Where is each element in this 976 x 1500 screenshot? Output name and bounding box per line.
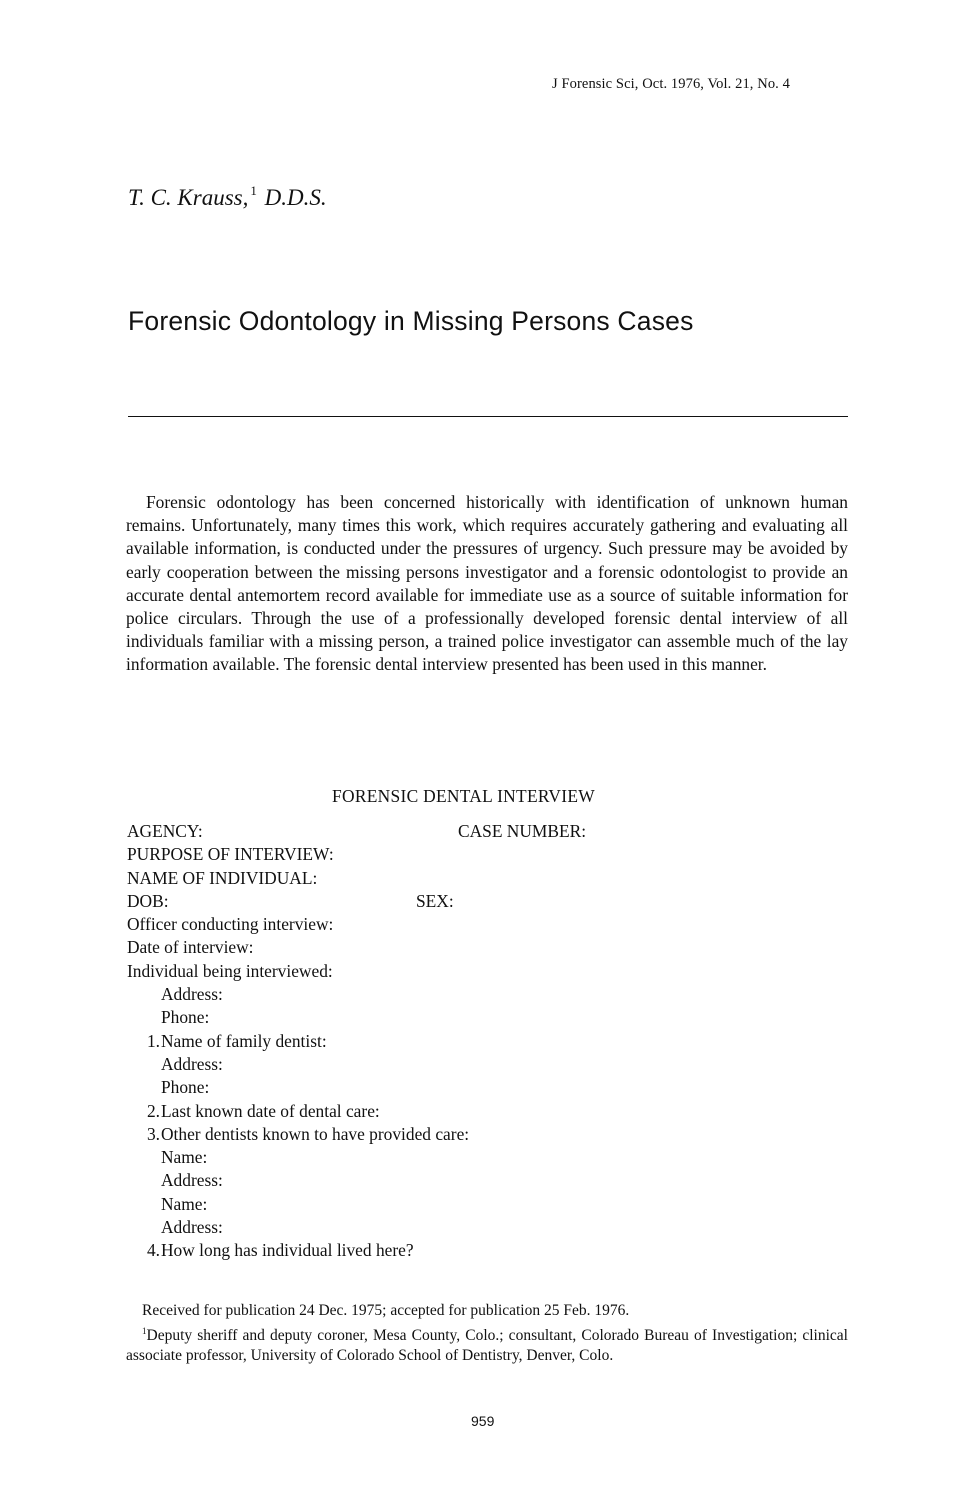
- author-degree: D.D.S.: [264, 185, 327, 210]
- form-row-other-dentist-address-2: [127, 1216, 847, 1239]
- interviewee-label: Individual being interviewed:: [127, 960, 333, 981]
- abstract-paragraph: Forensic odontology has been concerned historically with identification of unknown human remains. Unfortunately, many times this work, which requires accurately gathering and evaluating all available information, is conducted under the pressures of urgency. Such pressure may be avoided by early cooperation between the missing persons investigator and a forensic odontologist to provide an accurate dental antemortem record available for immediate use as a source of suitable information for police circulars. Through the use of a professionally developed forensic dental interview of all individuals familiar with a missing person, a trained police investigator can assemble much of the lay information available. The forensic dental interview presented has been used in this manner.: [126, 492, 848, 675]
- author-name: T. C. Krauss,: [128, 185, 249, 210]
- form-question-3: [127, 1123, 847, 1146]
- form-row-purpose: [127, 843, 847, 866]
- question-number: 3.: [146, 1123, 160, 1144]
- question-label: Other dentists known to have provided care:: [161, 1123, 470, 1144]
- author-footnote-mark: 1: [250, 183, 257, 198]
- form-row-other-dentist-name-1: [127, 1146, 847, 1169]
- form-question-4: [127, 1239, 847, 1262]
- form-row-interviewee: [127, 960, 847, 983]
- agency-label: AGENCY:: [127, 821, 203, 841]
- form-row-interviewee-phone: [127, 1006, 847, 1029]
- form-row-dentist-phone: [127, 1076, 847, 1099]
- question-label: Name of family dentist:: [161, 1030, 327, 1051]
- other-dentist-name-label: Name:: [161, 1147, 208, 1168]
- officer-label: Officer conducting interview:: [127, 914, 334, 935]
- form-row-dob: [127, 890, 847, 913]
- dentist-phone-label: Phone:: [161, 1077, 210, 1098]
- form-row-dentist-address: [127, 1053, 847, 1076]
- article-title: Forensic Odontology in Missing Persons Cases: [128, 306, 694, 336]
- question-label: How long has individual lived here?: [161, 1240, 414, 1261]
- question-label: Last known date of dental care:: [161, 1100, 380, 1121]
- interviewee-address-label: Address:: [161, 984, 223, 1005]
- footnote-text: Deputy sheriff and deputy coroner, Mesa County, Colo.; consultant, Colorado Bureau of Investigation; clinical associate professor, University of Colorado School of Dentistry, Denver, Colo.: [126, 1327, 848, 1364]
- other-dentist-address-label: Address:: [161, 1217, 223, 1238]
- author-byline: [128, 183, 327, 211]
- form-row-officer: [127, 913, 847, 936]
- interviewee-phone-label: Phone:: [161, 1007, 210, 1028]
- question-number: 2.: [146, 1100, 160, 1121]
- date-label: Date of interview:: [127, 937, 254, 958]
- received-note: Received for publication 24 Dec. 1975; accepted for publication 25 Feb. 1976.: [142, 1302, 630, 1319]
- question-number: 4.: [146, 1240, 160, 1261]
- purpose-label: PURPOSE OF INTERVIEW:: [127, 844, 334, 865]
- form-row-interviewee-address: [127, 983, 847, 1006]
- dob-label: DOB:: [127, 890, 169, 911]
- form-title: FORENSIC DENTAL INTERVIEW: [332, 786, 595, 806]
- footnote-mark: 1: [142, 1326, 147, 1336]
- form-question-1: [127, 1030, 847, 1053]
- form-row-agency: [127, 820, 847, 843]
- form-row-other-dentist-address-1: [127, 1169, 847, 1192]
- form-row-date: [127, 936, 847, 959]
- name-of-individual-label: NAME OF INDIVIDUAL:: [127, 867, 318, 888]
- question-number: 1.: [146, 1030, 160, 1051]
- interview-form: [127, 820, 847, 1263]
- form-row-name: [127, 867, 847, 890]
- form-row-other-dentist-name-2: [127, 1193, 847, 1216]
- form-question-2: [127, 1100, 847, 1123]
- title-divider: [128, 416, 848, 417]
- sex-label: SEX:: [416, 890, 454, 911]
- author-footnote: [126, 1322, 848, 1365]
- other-dentist-name-label: Name:: [161, 1193, 208, 1214]
- journal-citation: J Forensic Sci, Oct. 1976, Vol. 21, No. 4: [552, 76, 790, 92]
- page-number: 959: [471, 1413, 495, 1429]
- case-number-label: CASE NUMBER:: [458, 821, 587, 841]
- dentist-address-label: Address:: [161, 1053, 223, 1074]
- other-dentist-address-label: Address:: [161, 1170, 223, 1191]
